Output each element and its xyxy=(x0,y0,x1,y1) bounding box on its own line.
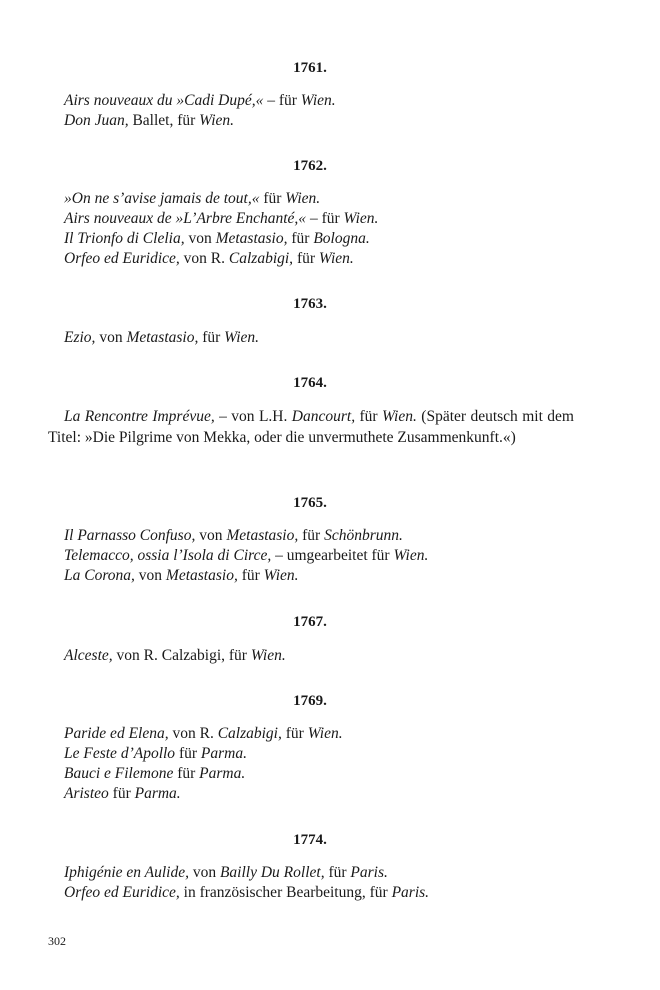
text-run: für xyxy=(237,567,264,584)
italic-text: Parma. xyxy=(134,785,181,802)
italic-text: Airs nouveaux de »L’Arbre Enchanté,« xyxy=(64,210,307,227)
year-heading: 1769. xyxy=(293,693,327,709)
work-entry xyxy=(64,864,388,882)
year-heading: 1765. xyxy=(293,495,327,511)
work-entry xyxy=(64,329,259,347)
text-run: – von L.H. xyxy=(214,408,292,425)
italic-text: Airs nouveaux du »Cadi Dupé,« xyxy=(64,92,264,109)
italic-text: Il Trionfo di Clelia, xyxy=(64,230,185,247)
text-run: von xyxy=(188,864,220,881)
italic-text: Parma. xyxy=(200,745,247,762)
work-entry xyxy=(64,210,378,228)
work-entry-paragraph xyxy=(48,406,574,448)
text-run: – umgearbeitet für xyxy=(271,547,394,564)
italic-text: Metastasio, xyxy=(126,329,199,346)
text-run: für xyxy=(298,527,325,544)
italic-text: La Corona, xyxy=(64,567,135,584)
work-entry xyxy=(64,884,429,902)
work-entry xyxy=(64,567,299,585)
italic-text: Calzabigi, xyxy=(228,250,294,267)
italic-text: Wien. xyxy=(224,329,260,346)
text-run: für xyxy=(175,745,201,762)
italic-text: Wien. xyxy=(382,408,417,425)
text-run: für xyxy=(293,250,319,267)
work-entry xyxy=(64,765,245,783)
italic-text: Iphigénie en Aulide, xyxy=(64,864,189,881)
text-run: für xyxy=(108,785,135,802)
text-run: für xyxy=(198,329,225,346)
italic-text: Le Feste d’Apollo xyxy=(64,745,176,762)
text-run: von R. Calzabigi, für xyxy=(112,647,251,664)
page-number: 302 xyxy=(48,934,66,948)
text-run: von R. xyxy=(179,250,229,267)
text-run: von xyxy=(95,329,127,346)
work-entry xyxy=(64,190,320,208)
italic-text: Bologna. xyxy=(313,230,370,247)
work-entry xyxy=(64,725,343,743)
year-heading: 1767. xyxy=(293,614,327,630)
italic-text: Orfeo ed Euridice, xyxy=(64,250,180,267)
text-run: – für xyxy=(306,210,344,227)
italic-text: Wien. xyxy=(300,92,336,109)
italic-text: Wien. xyxy=(263,567,299,584)
italic-text: Orfeo ed Euridice, xyxy=(64,884,180,901)
work-entry xyxy=(64,230,370,248)
italic-text: Paris. xyxy=(350,864,388,881)
work-entry xyxy=(64,647,286,665)
work-entry xyxy=(64,745,247,763)
italic-text: Metastasio, xyxy=(165,567,238,584)
text-run: von xyxy=(184,230,216,247)
text-run: von xyxy=(134,567,166,584)
italic-text: »On ne s’avise jamais de tout,« xyxy=(64,190,260,207)
text-run: Ballet, für xyxy=(128,112,200,129)
text-run: für xyxy=(173,765,200,782)
work-entry xyxy=(64,785,181,803)
italic-text: Paride ed Elena, xyxy=(64,725,169,742)
italic-text: Schönbrunn. xyxy=(324,527,403,544)
italic-text: Wien. xyxy=(199,112,235,129)
italic-text: Wien. xyxy=(393,547,429,564)
text-run: für xyxy=(355,408,382,425)
italic-text: Aristeo xyxy=(64,785,109,802)
italic-text: Wien. xyxy=(285,190,321,207)
year-heading: 1761. xyxy=(293,60,327,76)
italic-text: Ezio, xyxy=(64,329,96,346)
italic-text: Don Juan, xyxy=(64,112,129,129)
year-heading: 1762. xyxy=(293,158,327,174)
italic-text: Calzabigi, xyxy=(217,725,282,742)
text-run: für xyxy=(287,230,314,247)
text-run: in französischer Bearbeitung, für xyxy=(179,884,392,901)
italic-text: Wien. xyxy=(318,250,354,267)
italic-text: Parma. xyxy=(199,765,246,782)
text-run: für xyxy=(259,190,286,207)
italic-text: Dancourt, xyxy=(291,408,356,425)
italic-text: Alceste, xyxy=(64,647,113,664)
year-heading: 1774. xyxy=(293,832,327,848)
italic-text: La Rencontre Imprévue, xyxy=(64,408,215,425)
text-run: von xyxy=(195,527,227,544)
text-run: für xyxy=(324,864,351,881)
work-entry xyxy=(64,527,403,545)
text-run: von R. xyxy=(168,725,218,742)
italic-text: Telemacco, ossia l’Isola di Circe, xyxy=(64,547,272,564)
year-heading: 1764. xyxy=(293,375,327,391)
italic-text: Paris. xyxy=(391,884,430,901)
italic-text: Wien. xyxy=(307,725,343,742)
italic-text: Metastasio, xyxy=(215,230,288,247)
italic-text: Bailly Du Rollet, xyxy=(219,864,325,881)
italic-text: Wien. xyxy=(250,647,286,664)
italic-text: Wien. xyxy=(343,210,379,227)
text-run: – für xyxy=(263,92,301,109)
work-entry xyxy=(64,547,428,565)
text-run: (Später deutsch mit dem Titel: »Die Pilgrime von Mekka, oder die unvermuthete Zusammenkunft.«) xyxy=(48,408,574,446)
work-entry xyxy=(64,92,336,110)
work-entry xyxy=(64,250,354,268)
italic-text: Metastasio, xyxy=(226,527,299,544)
work-entry xyxy=(64,112,234,130)
italic-text: Bauci e Filemone xyxy=(64,765,174,782)
text-run: für xyxy=(281,725,308,742)
italic-text: Il Parnasso Confuso, xyxy=(64,527,196,544)
year-heading: 1763. xyxy=(293,296,327,312)
